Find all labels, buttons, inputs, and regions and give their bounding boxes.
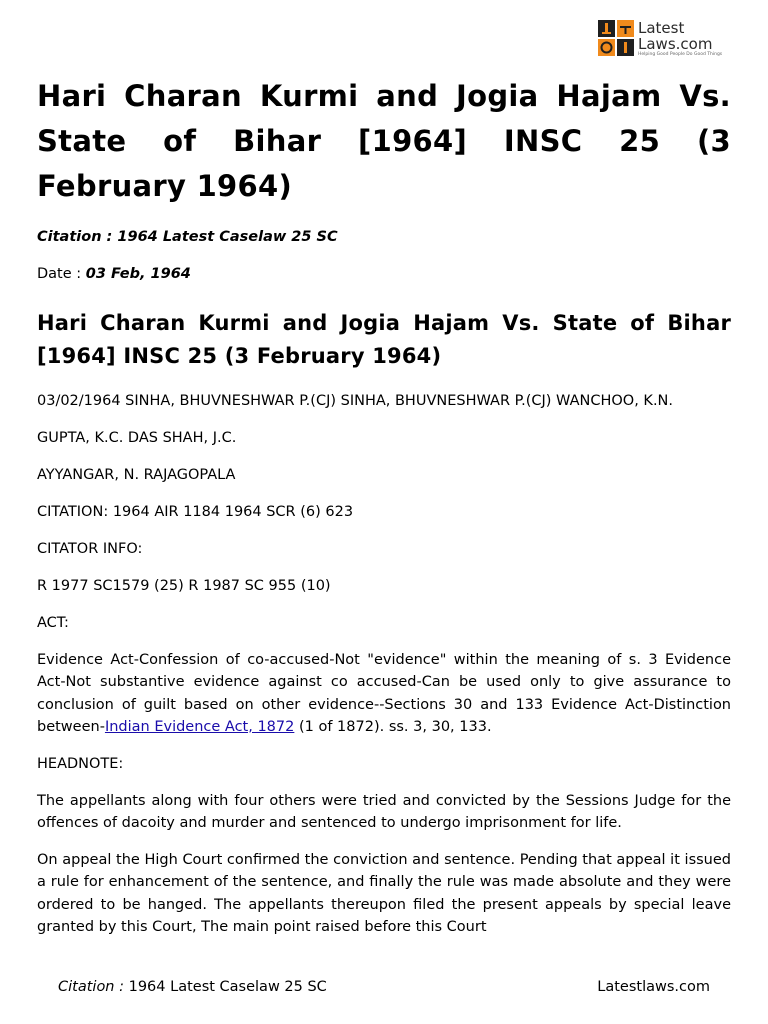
case-heading: Hari Charan Kurmi and Jogia Hajam Vs. State of Bihar [1964] INSC 25 (3 February 1964) — [37, 311, 731, 368]
act-paragraph — [37, 649, 731, 738]
act-label: ACT: — [37, 615, 69, 631]
footer-citation-label: Citation : — [58, 979, 124, 995]
headnote-label: HEADNOTE: — [37, 756, 124, 772]
act-text-before: Evidence Act-Confession of co-accused-Not "evidence" within the meaning of s. 3 Evidence Act-Not substantive evidence against co accused-Can be used only to give assurance to conclusion of guilt based on other evidence--Sections 30 and 133 Evidence Act-Distinction between- — [37, 652, 731, 735]
footer-citation-value: 1964 Latest Caselaw 25 SC — [124, 979, 327, 995]
headnote-paragraph-1: The appellants along with four others were tried and convicted by the Sessions Judge for the offences of dacoity and murder and sentenced to undergo imprisonment for life. — [37, 793, 731, 832]
latestlaws-logo[interactable] — [598, 20, 733, 58]
logo-tagline: Helping Good People Do Good Things — [638, 52, 723, 57]
evidence-act-link[interactable]: Indian Evidence Act, 1872 — [104, 718, 295, 735]
scales-of-justice-icon — [598, 20, 634, 56]
date-label: Date : — [37, 266, 86, 282]
bench-line-3: AYYANGAR, N. RAJAGOPALA — [37, 467, 236, 483]
act-text-after: (1 of 1872). ss. 3, 30, 133. — [294, 718, 492, 735]
footer-citation — [58, 979, 327, 995]
date-value: 03 Feb, 1964 — [85, 266, 191, 282]
logo-line-1: Latest — [638, 19, 685, 37]
citator-refs: R 1977 SC1579 (25) R 1987 SC 955 (10) — [37, 578, 331, 594]
headnote-paragraph-2: On appeal the High Court confirmed the conviction and sentence. Pending that appeal it issued a rule for enhancement of the sentence, and finally the rule was made absolute and they were ordered to be hanged. The appellants thereupon filed the present appeals by special leave granted by this Court, The main point raised before this Court — [37, 852, 731, 935]
bench-line-1: 03/02/1964 SINHA, BHUVNESHWAR P.(CJ) SINHA, BHUVNESHWAR P.(CJ) WANCHOO, K.N. — [37, 393, 674, 409]
footer-site: Latestlaws.com — [597, 979, 710, 995]
logo-wordmark — [638, 20, 722, 58]
citation-info: CITATION: 1964 AIR 1184 1964 SCR (6) 623 — [37, 504, 354, 520]
date-line — [37, 266, 191, 282]
bench-line-2: GUPTA, K.C. DAS SHAH, J.C. — [37, 430, 237, 446]
citator-label: CITATOR INFO: — [37, 541, 143, 557]
citation-line: Citation : 1964 Latest Caselaw 25 SC — [37, 229, 338, 245]
document-title: Hari Charan Kurmi and Jogia Hajam Vs. State of Bihar [1964] INSC 25 (3 February 1964) — [37, 79, 731, 203]
logo-line-2: Laws.com — [638, 35, 713, 53]
